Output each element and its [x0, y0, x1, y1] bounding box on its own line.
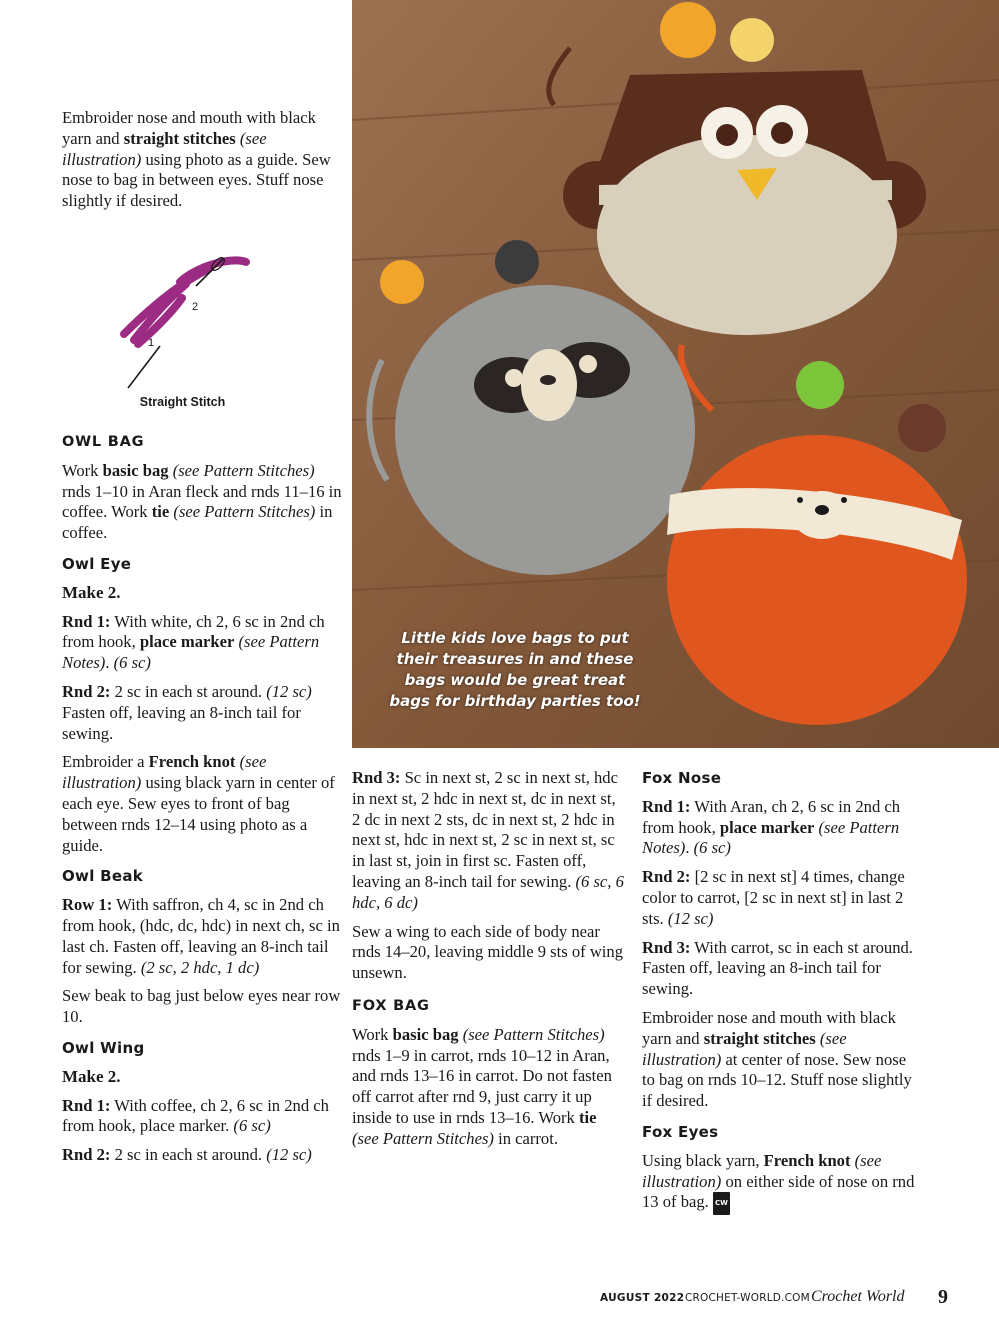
- column-right: [642, 758, 917, 1223]
- page-footer: [600, 1288, 960, 1310]
- sew-wing-paragraph: Sew a wing to each side of body near rnds 14–20, leaving middle 9 sts of wing unsewn.: [352, 921, 624, 983]
- end-mark-badge: CW: [713, 1192, 730, 1215]
- photo-caption: Little kids love bags to put their treasures in and these bags would be great treat bags for birthday parties too!: [389, 629, 641, 710]
- owl-wing-make: Make 2.: [62, 1066, 121, 1086]
- fox-eyes-paragraph: Using black yarn, French knot (see illustration) on either side of nose on rnd 13 of bag. CW: [642, 1151, 917, 1215]
- candy: [730, 18, 774, 62]
- figure-caption: Straight Stitch: [139, 395, 226, 409]
- footer-magazine-name: Crochet World: [811, 1288, 905, 1305]
- owl-bag-paragraph: Work basic bag (see Pattern Stitches) rnds 1–10 in Aran fleck and rnds 11–16 in coffee. Work tie (see Pattern Stitches) in coffee.: [62, 460, 342, 543]
- owl-beak-sew: Sew beak to bag just below eyes near row 10.: [62, 986, 341, 1027]
- owl-eye-heading: Owl Eye: [62, 554, 132, 573]
- fox-eyes-heading: Fox Eyes: [642, 1122, 719, 1141]
- fox-nose-heading: Fox Nose: [642, 769, 722, 787]
- candy: [796, 361, 844, 409]
- fox-nose-rnd3: Rnd 3: With carrot, sc in each st around. Fasten off, leaving an 8-inch tail for sewing.: [642, 937, 913, 999]
- candy: [660, 2, 716, 58]
- owl-wing-rnd1: Rnd 1: With coffee, ch 2, 6 sc in 2nd ch from hook, place marker. (6 sc): [62, 1095, 329, 1136]
- owl-bag-heading: OWL BAG: [62, 434, 145, 450]
- column-middle: [352, 768, 624, 1158]
- figure-label-2: 2: [192, 301, 199, 313]
- candy: [898, 404, 946, 452]
- footer-date: AUGUST 2022: [600, 1292, 685, 1304]
- owl-beak-row1: Row 1: With saffron, ch 4, sc in 2nd ch from hook, (hdc, dc, hdc) in next ch, sc in last ch. Fasten off, leaving an 8-inch tail for sewing. (2 sc, 2 hdc, 1 dc): [62, 895, 340, 977]
- candy: [495, 240, 539, 284]
- owl-wing-heading: Owl Wing: [62, 1038, 145, 1057]
- owl-eye-make: Make 2.: [62, 582, 121, 602]
- column-left: [62, 108, 337, 220]
- candy: [380, 260, 424, 304]
- owl-eye-rnd1: Rnd 1: With white, ch 2, 6 sc in 2nd ch from hook, place marker (see Pattern Notes). (6 sc): [62, 611, 325, 673]
- owl-eye-rnd2: Rnd 2: 2 sc in each st around. (12 sc) Fasten off, leaving an 8-inch tail for sewing.: [62, 681, 312, 743]
- fox-nose-embroider: Embroider nose and mouth with black yarn and straight stitches (see illustration) at center of nose. Sew nose to bag on rnds 10–12. Stuff nose slightly if desired.: [642, 1007, 912, 1111]
- fox-nose-rnd1: Rnd 1: With Aran, ch 2, 6 sc in 2nd ch from hook, place marker (see Pattern Notes). (6 sc): [642, 796, 901, 858]
- footer-website: CROCHET-WORLD.COM: [685, 1292, 810, 1304]
- fox-nose-rnd2: Rnd 2: [2 sc in next st] 4 times, change color to carrot, [2 sc in next st] in last 2 sts. (12 sc): [642, 867, 905, 928]
- owl-beak-heading: Owl Beak: [62, 867, 144, 886]
- owl-wing-rnd3: Rnd 3: Sc in next st, 2 sc in next st, hdc in next st, 2 hdc in next st, dc in next st, 2 dc in next 2 sts, dc in next st, 2 hdc in next st, hdc in next st, 2 sc in next st, sc in last st, join in first sc. Fasten off, leaving an 8-inch tail for sewing. (6 sc, 6 hdc, 6 dc): [352, 768, 624, 912]
- straight-stitch-illustration: [110, 248, 270, 418]
- owl-wing-rnd2: Rnd 2: 2 sc in each st around. (12 sc): [62, 1145, 312, 1165]
- figure-label-1: 1: [148, 337, 155, 349]
- column-left-lower: [62, 432, 342, 1174]
- owl-eye-embroider: Embroider a French knot (see illustration) using black yarn in center of each eye. Sew eyes to front of bag between rnds 12–14 using photo as a guide.: [62, 752, 335, 855]
- intro-paragraph: Embroider nose and mouth with black yarn and straight stitches (see illustration) using photo as a guide. Sew nose to bag in between eyes. Stuff nose slightly if desired.: [62, 108, 331, 211]
- fox-bag-heading: FOX BAG: [352, 997, 430, 1014]
- fox-bag-paragraph: Work basic bag (see Pattern Stitches) rnds 1–9 in carrot, rnds 10–12 in Aran, and rnds 13–16 in carrot. Do not fasten off carrot after rnd 9, just carry it up inside to use in rnds 13–16. Work tie (see Pattern Stitches) in carrot.: [352, 1024, 612, 1148]
- page-number: 9: [938, 1286, 948, 1308]
